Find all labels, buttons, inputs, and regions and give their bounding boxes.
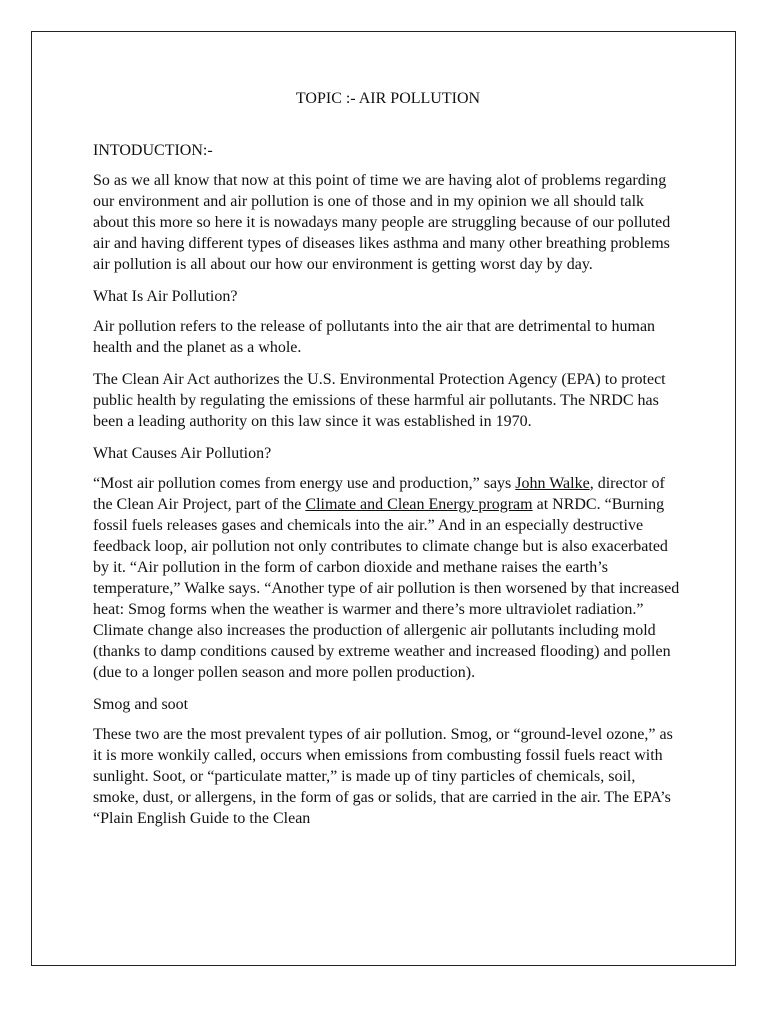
what-is-paragraph-1: Air pollution refers to the release of pollutants into the air that are detrimental to human health and the planet as a whole. [93, 318, 656, 356]
document-title: TOPIC :- AIR POLLUTION [295, 90, 481, 107]
smog-and-soot-heading: Smog and soot [93, 696, 189, 713]
causes-text-part-3: at NRDC. “Burning fossil fuels releases gases and chemicals into the air.” And in an especially destructive feedback loop, air pollution not only contributes to climate change but is also exacerbated by it. “Air pollution in the form of carbon dioxide and methane raises the earth’s temperature,” Walke says. “Another type of air pollution is then worsened by that increased heat: Smog forms when the weather is warmer and there’s more ultraviolet radiation.” Climate change also increases the production of allergenic air pollutants including mold (thanks to damp conditions caused by extreme weather and increased flooding) and pollen (due to a longer pollen season and more pollen production). [93, 496, 680, 681]
what-causes-heading: What Causes Air Pollution? [93, 445, 272, 462]
causes-paragraph [93, 473, 683, 683]
john-walke-link[interactable]: John Walke [515, 475, 590, 492]
climate-program-link[interactable]: Climate and Clean Energy program [305, 496, 533, 513]
causes-text-part-1: “Most air pollution comes from energy use and production,” says [93, 475, 516, 492]
what-is-air-pollution-heading: What Is Air Pollution? [93, 288, 238, 305]
document-body [93, 88, 683, 840]
introduction-paragraph: So as we all know that now at this point of time we are having alot of problems regarding our environment and air pollution is one of those and in my opinion we all should talk about this more so here it is nowadays many people are struggling because of our polluted air and having different types of diseases likes asthma and many other breathing problems air pollution is all about our how our environment is getting worst day by day. [93, 172, 671, 273]
causes-text-part-2: , director of the Clean Air Project, part of the [93, 475, 665, 513]
introduction-heading: INTODUCTION:- [93, 142, 213, 159]
what-is-paragraph-2: The Clean Air Act authorizes the U.S. Environmental Protection Agency (EPA) to protect public health by regulating the emissions of these harmful air pollutants. The NRDC has been a leading authority on this law since it was established in 1970. [93, 371, 666, 430]
smog-paragraph: These two are the most prevalent types of air pollution. Smog, or “ground-level ozone,” as it is more wonkily called, occurs when emissions from combusting fossil fuels react with sunlight. Soot, or “particulate matter,” is made up of tiny particles of chemicals, soil, smoke, dust, or allergens, in the form of gas or solids, that are carried in the air. The EPA’s “Plain English Guide to the Clean [93, 726, 673, 827]
